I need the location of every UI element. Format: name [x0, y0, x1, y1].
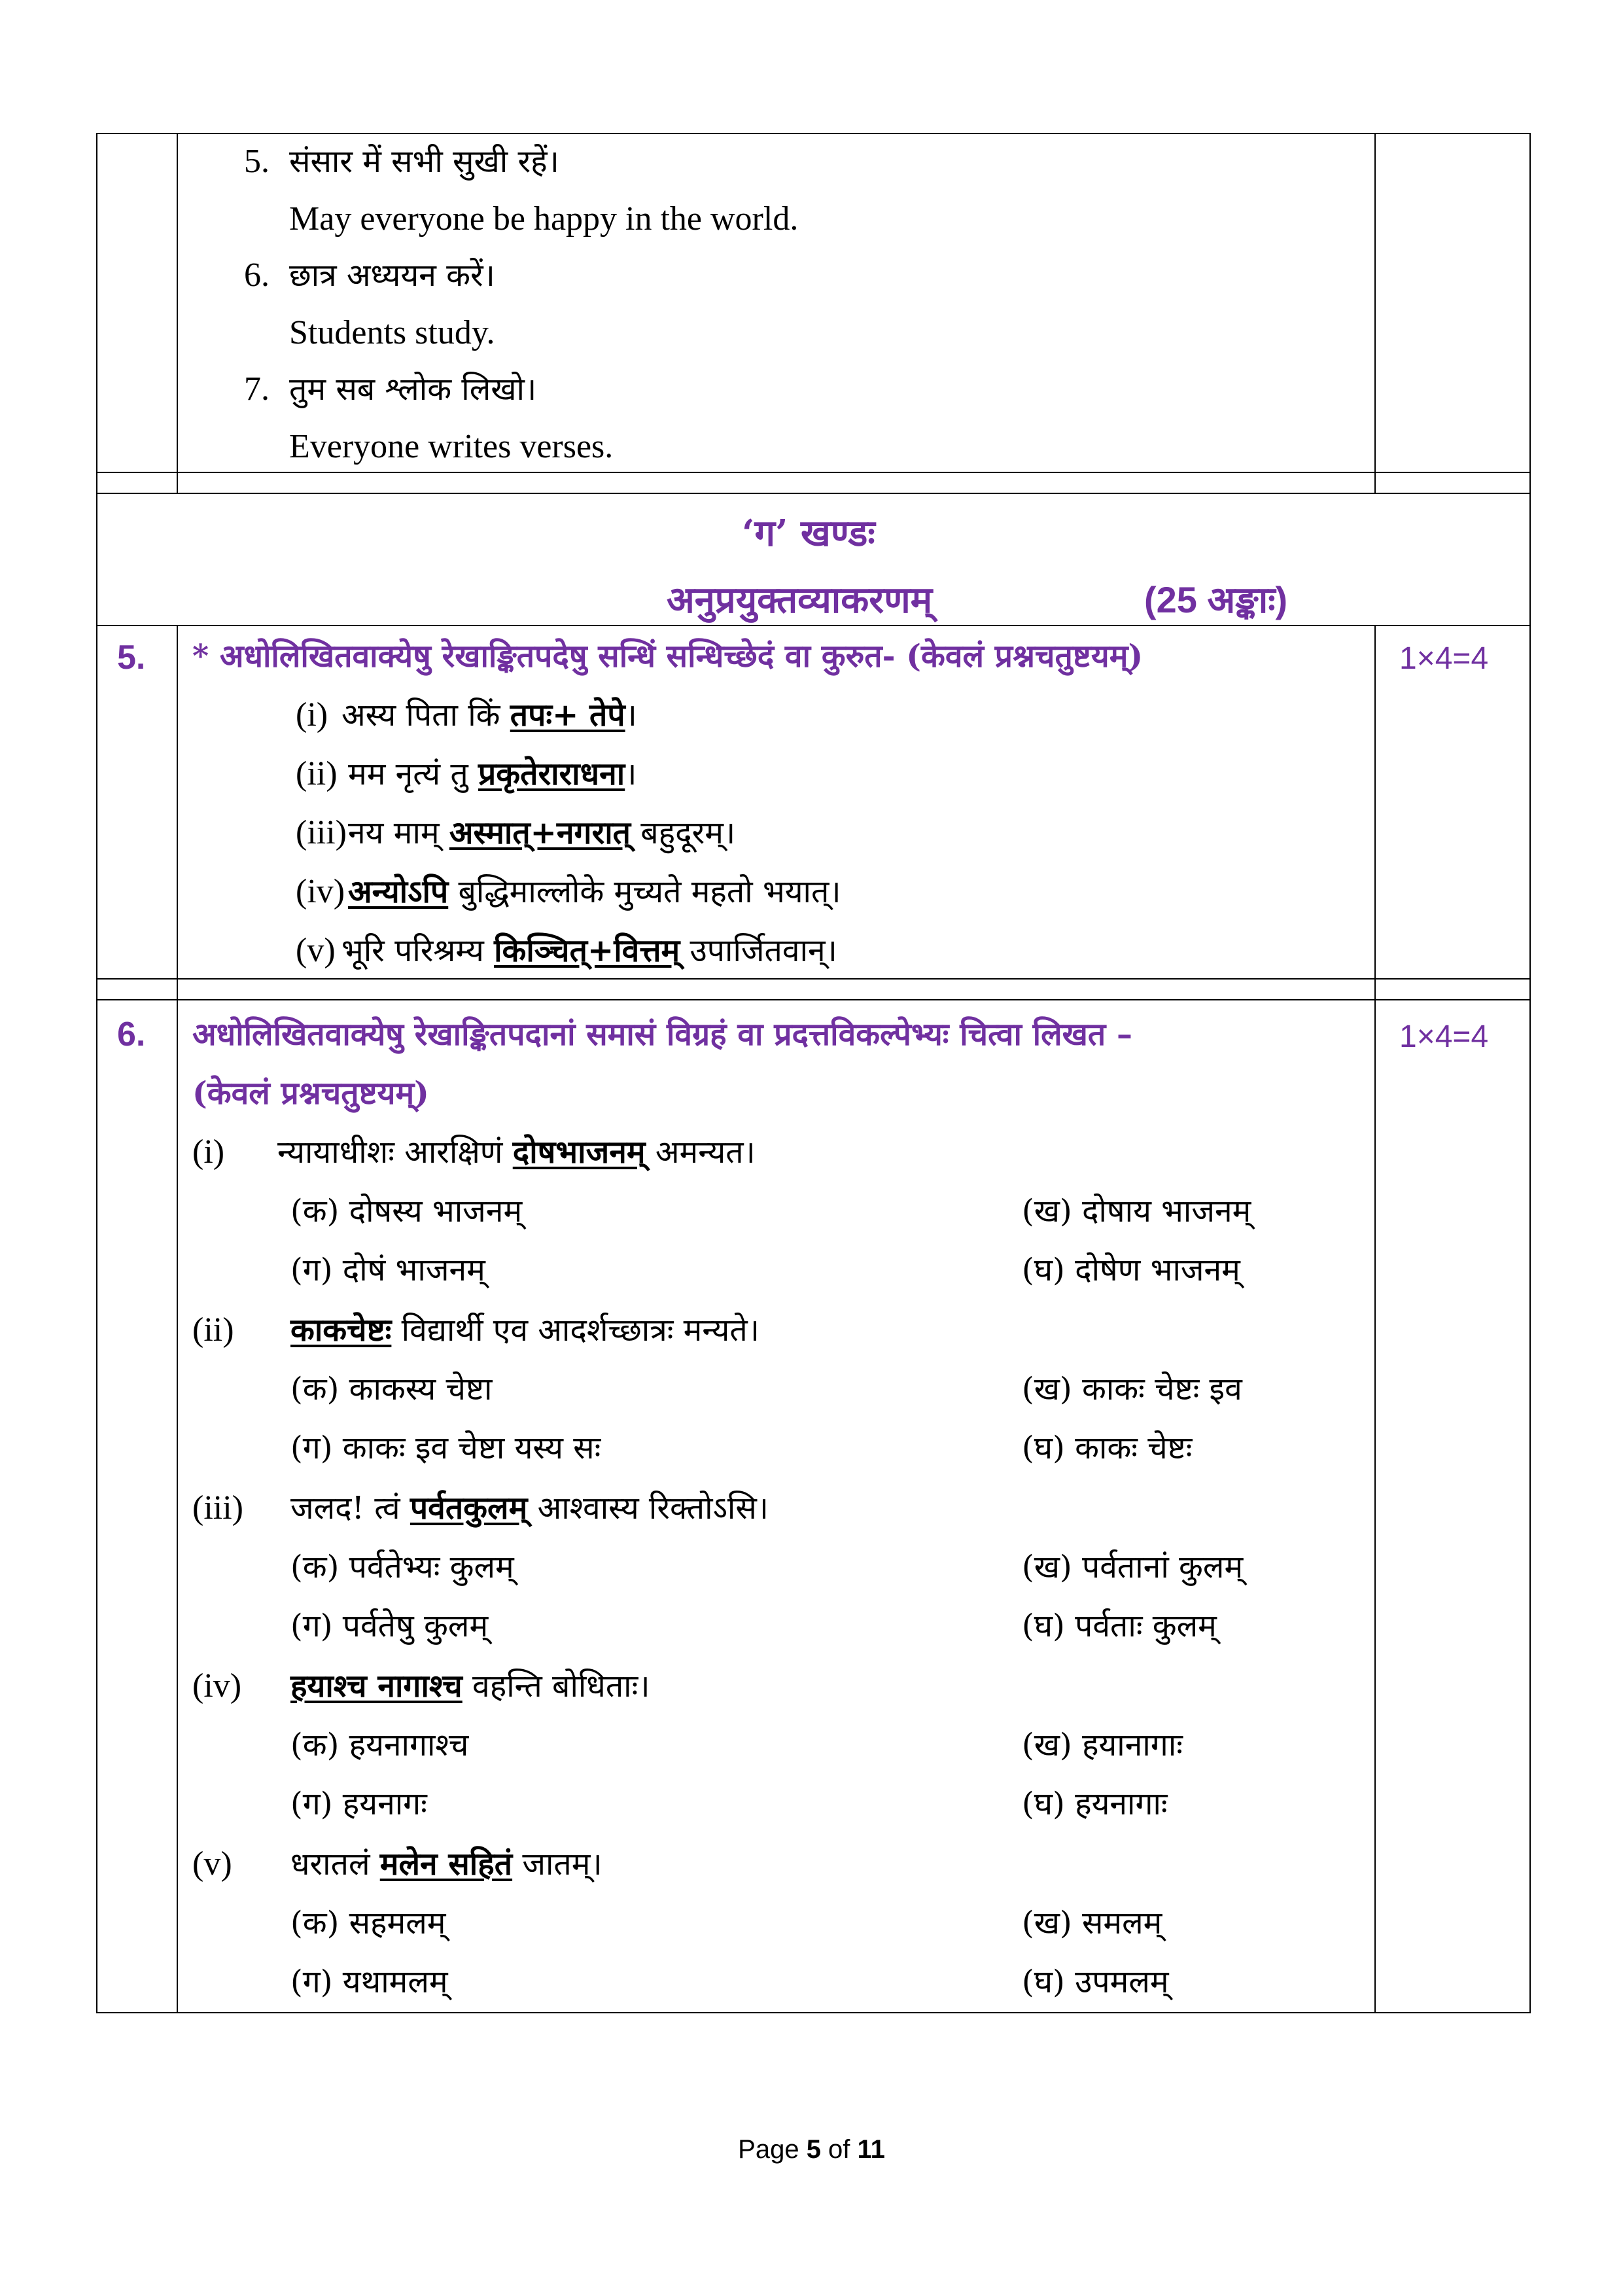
hindi-sentence: संसार में सभी सुखी रहें।	[289, 143, 559, 180]
option: (घ) हयनागाः	[1022, 1786, 1168, 1822]
q6-num-cell	[97, 1000, 177, 2013]
marks-cell	[1375, 133, 1530, 472]
sentence	[290, 1667, 650, 1706]
sentence-after: ।	[625, 697, 637, 733]
sentence-after: बुद्धिमाल्लोके मुच्यते महतो भयात्।	[448, 874, 841, 910]
option: (ग) हयनागः	[290, 1786, 427, 1822]
sentence-after: जातम्।	[512, 1846, 602, 1882]
option: (ग) पर्वतेषु कुलम्	[290, 1608, 489, 1644]
underlined-word: मलेन सहितं	[379, 1846, 513, 1882]
marks-label: 1×4=4	[1399, 1019, 1489, 1054]
sentence-after: बहुदूरम्।	[631, 815, 736, 851]
option: (घ) उपमलम्	[1022, 1964, 1169, 2000]
option: (क) सहमलम्	[290, 1905, 446, 1941]
english-translation: Everyone writes verses.	[289, 428, 614, 465]
item-label: (iv)	[296, 873, 345, 910]
item-label: (v)	[296, 932, 336, 969]
option: (ख) समलम्	[1022, 1905, 1162, 1941]
item-number: 7.	[244, 370, 270, 408]
q5-content-cell	[177, 626, 1375, 979]
option: (घ) दोषेण भाजनम्	[1022, 1252, 1240, 1288]
item-label: (ii)	[296, 755, 338, 792]
option: (क) पर्वतेभ्यः कुलम्	[290, 1549, 514, 1585]
content-cell	[177, 133, 1375, 472]
sentence	[348, 754, 637, 794]
item-label: (iii)	[192, 1489, 243, 1527]
underlined-word: तपः+ तेपे	[510, 697, 625, 733]
item-label: (ii)	[192, 1311, 234, 1349]
sentence-after: ।	[625, 756, 637, 792]
underlined-word: दोषभाजनम्	[512, 1134, 646, 1171]
q6-marks-cell	[1375, 1000, 1530, 2013]
option: (क) काकस्य चेष्टा	[290, 1371, 493, 1407]
page-footer	[0, 2135, 1623, 2164]
section-heading-row	[97, 493, 1530, 626]
section-title: ‘ग’ खण्डः	[742, 512, 875, 555]
sentence	[290, 1489, 769, 1528]
q5-marks-cell	[1375, 626, 1530, 979]
sentence-after: विद्यार्थी एव आदर्शच्छात्रः मन्यते।	[391, 1312, 759, 1349]
item-label: (iv)	[192, 1667, 242, 1704]
item-label: (v)	[192, 1845, 232, 1882]
sentence-after: अमन्यत।	[645, 1134, 756, 1171]
english-translation: Students study.	[289, 314, 495, 351]
footer-current-page: 5	[806, 2135, 821, 2164]
section-heading-cell	[97, 493, 1530, 626]
q5-num-cell	[97, 626, 177, 979]
item-number: 5.	[244, 143, 270, 180]
sentence	[290, 1311, 759, 1350]
question-prompt: * अधोलिखितवाक्येषु रेखाङ्कितपदेषु सन्धिं सन्धिच्छेदं वा कुरुत- (केवलं प्रश्नचतुष्टयम्)	[192, 638, 1143, 675]
sentence-after: आश्वास्य रिक्तोऽसि।	[527, 1490, 769, 1527]
underlined-word: काकचेष्टः	[290, 1312, 392, 1349]
item-number: 6.	[244, 256, 270, 294]
sentence-after: वहन्ति बोधिताः।	[462, 1668, 650, 1704]
option: (क) दोषस्य भाजनम्	[290, 1193, 523, 1229]
sentence-before: धरातलं	[290, 1846, 380, 1882]
item-label: (iii)	[296, 814, 347, 851]
sentence	[341, 696, 637, 735]
sentence-before: मम नृत्यं तु	[348, 756, 478, 792]
question-5-row	[97, 626, 1530, 979]
footer-total-pages: 11	[857, 2135, 885, 2164]
sentence	[290, 1845, 602, 1884]
sentence-before: न्यायाधीशः आरक्षिणं	[277, 1134, 513, 1171]
underlined-word: किञ्चित्+वित्तम्	[494, 932, 680, 969]
question-number: 6.	[117, 1016, 146, 1053]
sentence-before: अस्य पिता किं	[341, 697, 510, 733]
item-label: (i)	[296, 696, 328, 733]
sentence-before: भूरि परिश्रम्य	[341, 932, 495, 969]
question-6-row	[97, 1000, 1530, 2013]
sentence	[341, 931, 837, 970]
option: (ग) काकः इव चेष्टा यस्य सः	[290, 1430, 601, 1466]
sentence-before: नय माम्	[348, 815, 449, 851]
sentence-after: उपार्जितवान्।	[680, 932, 837, 969]
english-translation: May everyone be happy in the world.	[289, 200, 799, 238]
continuation-row	[97, 133, 1530, 472]
option: (ख) दोषाय भाजनम्	[1022, 1193, 1251, 1229]
option: (क) हयनागाश्च	[290, 1727, 469, 1763]
underlined-word: हयाश्च नागाश्च	[290, 1668, 462, 1704]
underlined-word: पर्वतकुलम्	[410, 1490, 528, 1527]
option: (ख) हयानागाः	[1022, 1727, 1183, 1763]
item-label: (i)	[192, 1133, 225, 1171]
option: (ग) दोषं भाजनम्	[290, 1252, 485, 1288]
underlined-word: अस्मात्+नगरात्	[449, 815, 631, 851]
marks-label: 1×4=4	[1399, 641, 1489, 676]
footer-prefix: Page	[738, 2135, 807, 2164]
question-prompt-line1: अधोलिखितवाक्येषु रेखाङ्कितपदानां समासं विग्रहं वा प्रदत्तविकल्पेभ्यः चित्वा लिखत –	[192, 1016, 1132, 1053]
q6-content-cell	[177, 1000, 1375, 2013]
hindi-sentence: तुम सब श्लोक लिखो।	[289, 371, 537, 408]
sentence	[277, 1133, 756, 1172]
section-marks: (25 अङ्काः)	[1144, 579, 1288, 620]
spacer-row	[97, 472, 1530, 493]
option: (ख) पर्वतानां कुलम्	[1022, 1549, 1244, 1585]
sentence	[348, 813, 735, 853]
question-prompt-line2: (केवलं प्रश्नचतुष्टयम्)	[192, 1075, 429, 1112]
hindi-sentence: छात्र अध्ययन करें।	[289, 257, 495, 294]
spacer-row	[97, 979, 1530, 1000]
sentence-before: जलद! त्वं	[290, 1490, 410, 1527]
sentence	[348, 872, 841, 911]
footer-middle: of	[820, 2135, 858, 2164]
option: (ग) यथामलम्	[290, 1964, 448, 2000]
underlined-word: प्रकृतेराराधना	[478, 756, 625, 792]
option: (ख) काकः चेष्टः इव	[1022, 1371, 1242, 1407]
answer-key-table	[96, 133, 1531, 2013]
question-number: 5.	[117, 639, 146, 677]
option: (घ) काकः चेष्टः	[1022, 1430, 1193, 1466]
num-cell	[97, 133, 177, 472]
option: (घ) पर्वताः कुलम्	[1022, 1608, 1217, 1644]
section-subtitle: अनुप्रयुक्तव्याकरणम्	[667, 578, 933, 622]
underlined-word: अन्योऽपि	[348, 874, 449, 910]
